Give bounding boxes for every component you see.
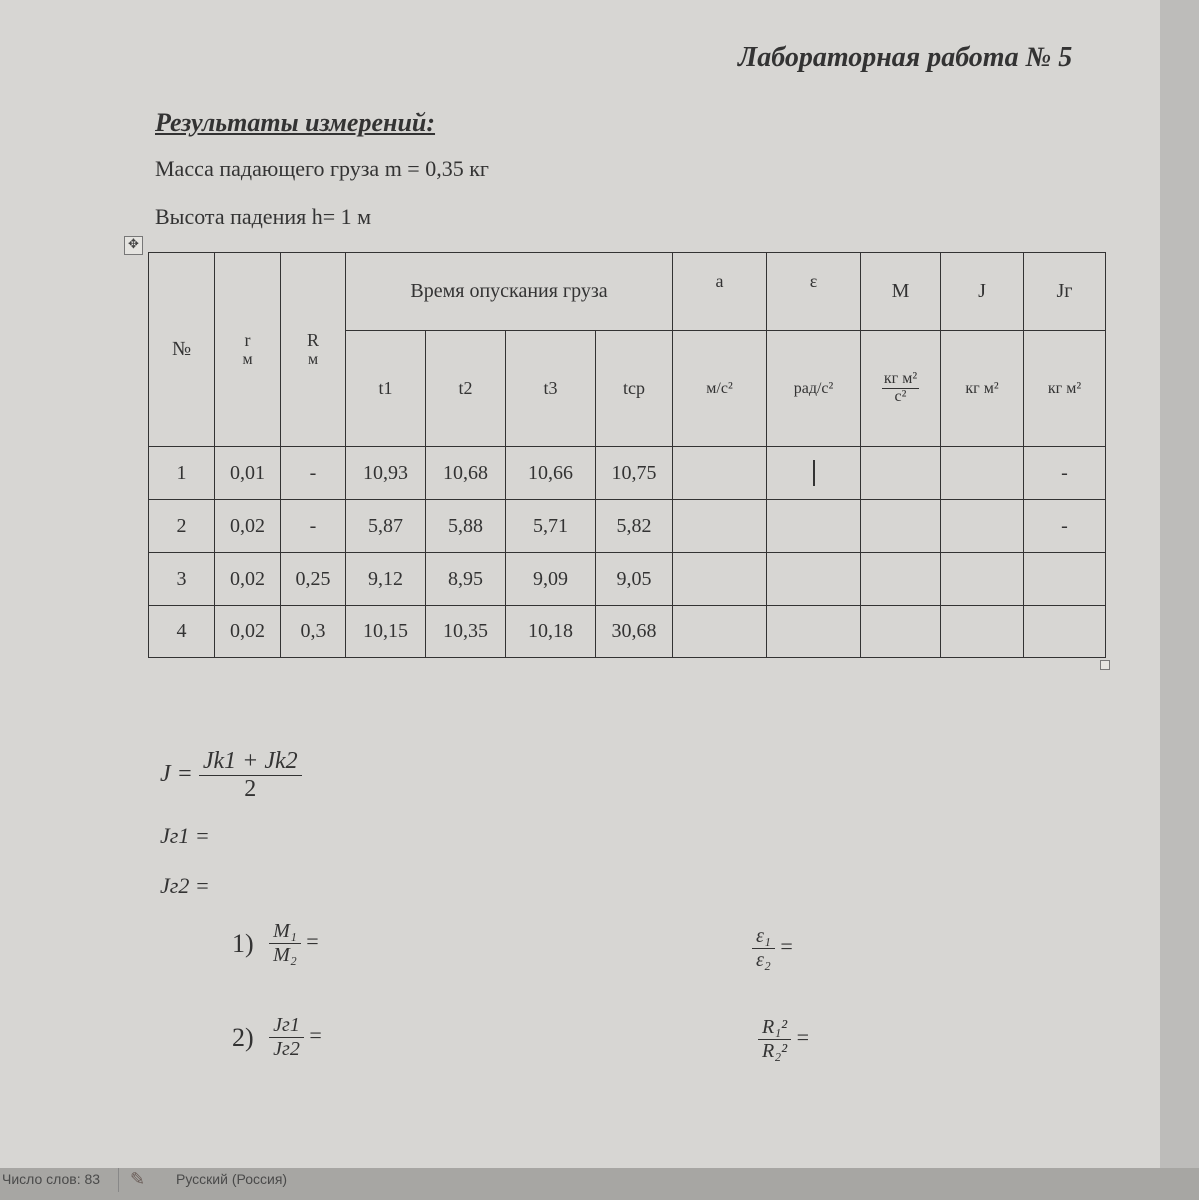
header-a: a [673, 253, 767, 331]
cell-eps[interactable] [767, 553, 861, 606]
cell-t1[interactable]: 10,93 [346, 447, 426, 500]
header-Jr: Jг [1024, 253, 1106, 331]
cell-tavg[interactable]: 30,68 [596, 606, 673, 658]
cell-r[interactable]: 0,02 [215, 500, 281, 553]
cell-R[interactable]: - [281, 500, 346, 553]
cell-t2[interactable]: 10,68 [426, 447, 506, 500]
cell-a[interactable] [673, 553, 767, 606]
table-row [149, 447, 1106, 500]
formula-jr2: Jг2 = [160, 873, 210, 898]
cell-t3[interactable]: 10,18 [506, 606, 596, 658]
cell-tavg[interactable]: 10,75 [596, 447, 673, 500]
text-cursor [813, 460, 815, 486]
header-t1: t1 [346, 331, 426, 447]
header-r: r м [215, 253, 281, 447]
results-table[interactable] [148, 252, 1106, 658]
cell-tavg[interactable]: 5,82 [596, 500, 673, 553]
cell-R[interactable]: 0,25 [281, 553, 346, 606]
cell-r[interactable]: 0,01 [215, 447, 281, 500]
cell-n[interactable]: 4 [149, 606, 215, 658]
document-title: Лабораторная работа № 5 [738, 42, 1073, 73]
unit-J: кг м² [941, 331, 1024, 447]
cell-eps[interactable] [767, 606, 861, 658]
header-t2: t2 [426, 331, 506, 447]
cell-R[interactable]: 0,3 [281, 606, 346, 658]
header-R: R м [281, 253, 346, 447]
page-gutter [1160, 0, 1199, 1168]
header-num: № [149, 253, 215, 447]
header-time-group: Время опускания груза [346, 253, 673, 331]
cell-Jr[interactable]: - [1024, 500, 1106, 553]
header-eps: ε [767, 253, 861, 331]
cell-t1[interactable]: 10,15 [346, 606, 426, 658]
cell-Jr[interactable] [1024, 606, 1106, 658]
cell-t2[interactable]: 10,35 [426, 606, 506, 658]
cell-M[interactable] [861, 606, 941, 658]
cell-J[interactable] [941, 500, 1024, 553]
status-separator [118, 1168, 119, 1192]
cell-n[interactable]: 1 [149, 447, 215, 500]
cell-M[interactable] [861, 553, 941, 606]
unit-M: $\frac{\text{кг м²}}{\text{с²}}$ [861, 331, 941, 447]
status-bar [0, 1168, 1199, 1200]
mass-line: Масса падающего груза m = 0,35 кг [155, 156, 489, 181]
unit-a: м/с² [673, 331, 767, 447]
header-tavg: tср [596, 331, 673, 447]
spellcheck-book-icon[interactable]: ✎ [130, 1169, 146, 1189]
ratio-Jr: 2) $\frac{Jг1}{Jг2}$ = [232, 1014, 322, 1060]
table-move-icon[interactable]: ✥ [124, 236, 143, 255]
cell-J[interactable] [941, 606, 1024, 658]
section-heading: Результаты измерений: [155, 108, 436, 137]
unit-eps: рад/с² [767, 331, 861, 447]
ratio-eps: $\frac{\text{ε₁}}{\text{ε₂}}$ = [752, 925, 793, 972]
word-count[interactable]: Число слов: 83 [2, 1171, 101, 1187]
table-row [149, 500, 1106, 553]
cell-Jr[interactable]: - [1024, 447, 1106, 500]
header-M: M [861, 253, 941, 331]
cell-a[interactable] [673, 500, 767, 553]
height-line: Высота падения h= 1 м [155, 204, 372, 229]
ratio-M: 1) $\frac{\text{M₁}}{\text{M₂}}$ = [232, 920, 319, 966]
cell-r[interactable]: 0,02 [215, 553, 281, 606]
unit-Jr: кг м² [1024, 331, 1106, 447]
header-J: J [941, 253, 1024, 331]
formula-j-average: J = $\frac{Jk1 + Jk2}{2}$ [160, 748, 302, 803]
cell-t3[interactable]: 5,71 [506, 500, 596, 553]
cell-a[interactable] [673, 447, 767, 500]
cell-t3[interactable]: 9,09 [506, 553, 596, 606]
cell-tavg[interactable]: 9,05 [596, 553, 673, 606]
cell-t2[interactable]: 8,95 [426, 553, 506, 606]
cell-M[interactable] [861, 447, 941, 500]
cell-r[interactable]: 0,02 [215, 606, 281, 658]
table-resize-handle[interactable] [1100, 660, 1110, 670]
formula-jr1: Jг1 = [160, 823, 210, 848]
cell-t1[interactable]: 5,87 [346, 500, 426, 553]
cell-J[interactable] [941, 553, 1024, 606]
cell-R[interactable]: - [281, 447, 346, 500]
cell-J[interactable] [941, 447, 1024, 500]
ratio-R: $\frac{\text{R₁²}}{\text{R₂²}}$ = [758, 1016, 809, 1063]
table-row [149, 606, 1106, 658]
cell-t2[interactable]: 5,88 [426, 500, 506, 553]
cell-n[interactable]: 2 [149, 500, 215, 553]
cell-Jr[interactable] [1024, 553, 1106, 606]
cell-eps[interactable] [767, 500, 861, 553]
table-row [149, 553, 1106, 606]
cell-a[interactable] [673, 606, 767, 658]
cell-eps[interactable] [767, 447, 861, 500]
header-t3: t3 [506, 331, 596, 447]
language-indicator[interactable]: Русский (Россия) [176, 1171, 288, 1187]
cell-t1[interactable]: 9,12 [346, 553, 426, 606]
cell-M[interactable] [861, 500, 941, 553]
cell-n[interactable]: 3 [149, 553, 215, 606]
cell-t3[interactable]: 10,66 [506, 447, 596, 500]
